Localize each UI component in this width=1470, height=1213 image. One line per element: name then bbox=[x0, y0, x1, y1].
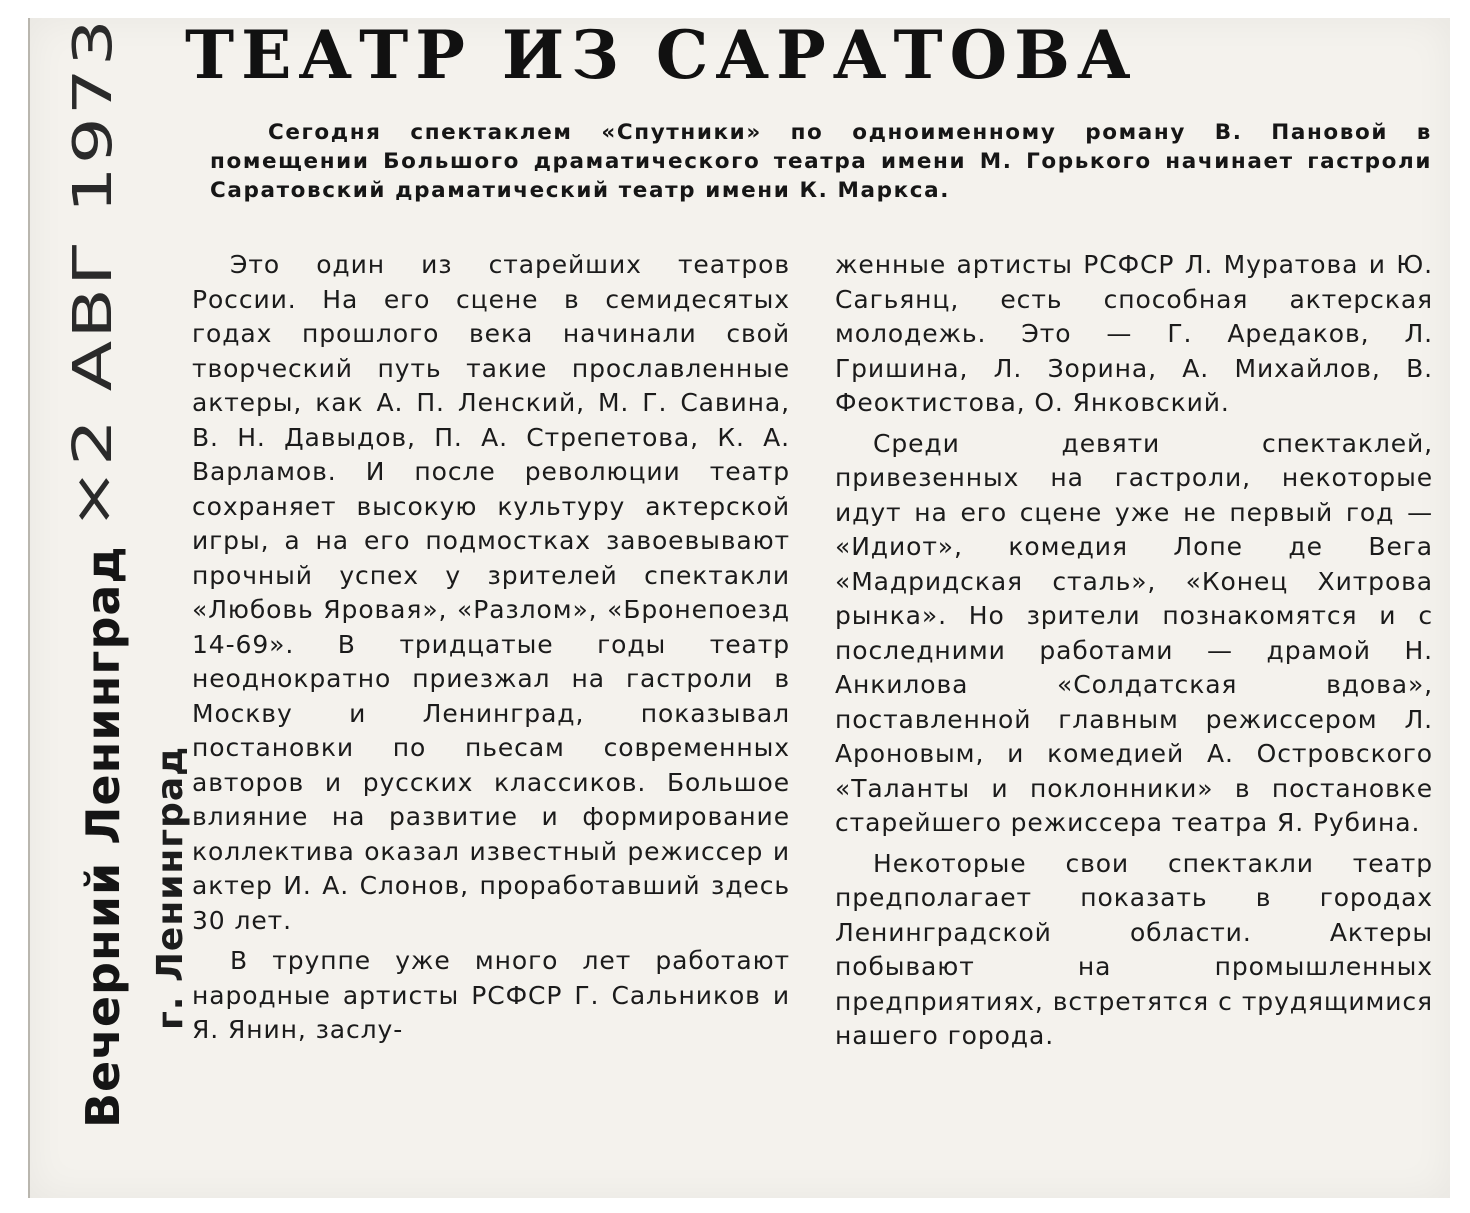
article-column-right bbox=[835, 248, 1433, 1060]
paragraph: В труппе уже много лет работают народные артисты РСФСР Г. Сальников и Я. Янин, заслу- bbox=[192, 946, 790, 1044]
article-lead: Сегодня спектаклем «Спутники» по одноименному роману В. Пановой в помещении Большого драматического театра имени М. Горького начинает гастроли Саратовский драматический театр имени К. Маркса. bbox=[210, 120, 1432, 203]
article-headline: ТЕАТР ИЗ САРАТОВА bbox=[185, 16, 1138, 94]
city-stamp: г. Ленинград bbox=[150, 745, 191, 1030]
newspaper-name-stamp: Вечерний Ленинград bbox=[76, 545, 130, 1128]
paragraph: Это один из старейших театров России. На его сцене в семидесятых годах прошлого века начинали свой творческий путь такие прославленные актеры, как А. П. Ленский, М. Г. Савина, В. Н. Давыдов, П. А. Стрепетова, К. А. Варламов. И после революции театр сохраняет высокую культуру актерской игры, а на его подмостках завоевывают прочный успех у зрителей спектакли «Любовь Яровая», «Разлом», «Бронепоезд 14-69». В тридцатые годы театр неоднократно приезжал на гастроли в Москву и Ленинград, показывал постановки по пьесам современных авторов и русских классиков. Большое влияние на развитие и формирование коллектива оказал известный режиссер и актер И. А. Слонов, проработавший здесь 30 лет. bbox=[192, 250, 790, 935]
paragraph: женные артисты РСФСР Л. Муратова и Ю. Сагьянц, есть способная актерская молодежь. Это — Г. Аредаков, Л. Гришина, Л. Зорина, А. Михайлов, В. Феоктистова, О. Янковский. bbox=[835, 250, 1433, 417]
paragraph: Некоторые свои спектакли театр предполагает показать в городах Ленинградской области. Актеры побывают на промышленных предприятиях, встретятся с трудящимися нашего города. bbox=[835, 848, 1433, 1050]
paragraph: Среди девяти спектаклей, привезенных на гастроли, некоторые идут на его сцене уже не первый год — «Идиот», комедия Лопе де Вега «Мадридская сталь», «Конец Хитрова рынка». Но зрители познакомятся и с последними работами — драмой Н. Анкилова «Солдатская вдова», поставленной главным режиссером Л. Ароновым, и комедией А. Островского «Таланты и поклонники» в постановке старейшего режиссера театра Я. Рубина. bbox=[835, 428, 1433, 837]
date-stamp: ×2 АВГ 1973 bbox=[62, 17, 124, 530]
article-column-left bbox=[192, 248, 790, 1054]
